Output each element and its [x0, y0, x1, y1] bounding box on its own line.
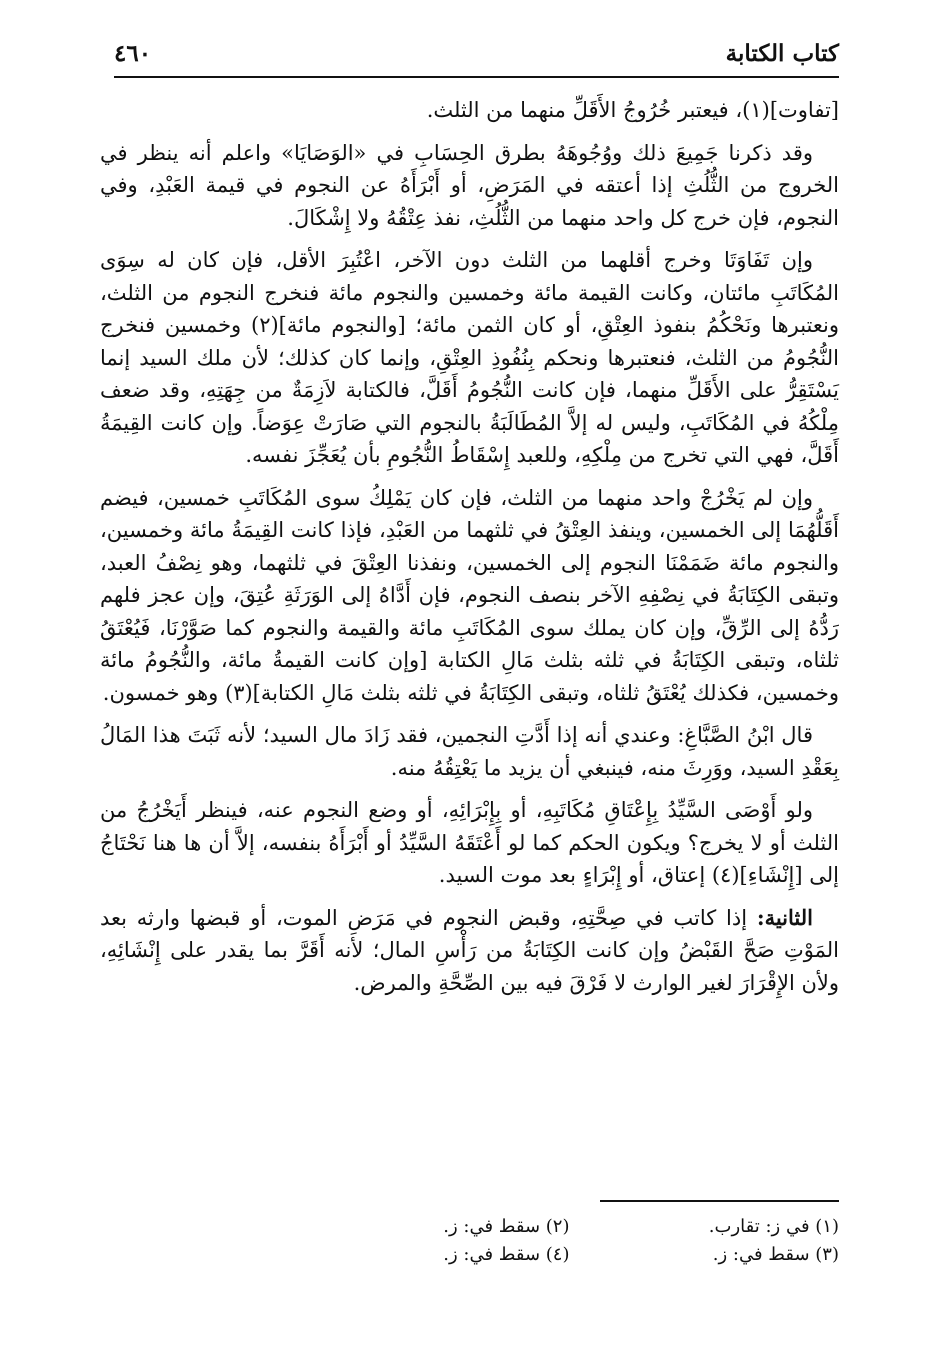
footnotes: [300, 1213, 839, 1269]
paragraph: وإن تَفَاوَتَا وخرج أقلهما من الثلث دون الآخر، اعْتُبِرَ الأقل، فإن كان له سِوَى المُكَاتَبِ مائتان، وكانت القيمة مائة وخمسين والنجوم مائة فنخرج النجوم من الثلث، ونعتبرها ونَحْكُمُ بنفوذ العِتْقِ، أو كان الثمن مائة؛ [والنجوم مائة](٢) وخمسين فنخرج النُّجُومُ من الثلث، فنعتبرها ونحكم بِنُفُوذِ العِتْقِ، وإنما كان كذلك؛ لأن ملك السيد إنما يَسْتَقِرُّ على الأَقَلِّ منهما، فإن كانت النُّجُومُ أَقَلَّ، فالكتابة لاَزِمَةٌ من جِهَتِهِ، وقد ضعف مِلْكُهُ في المُكَاتَبِ، وليس له إلاَّ المُطَالَبَةُ بالنجوم التي صَارَتْ عِوَضاً. وإن كانت القِيمَةُ أَقَلَّ، فهي التي تخرج من مِلْكِهِ، وللعبد إِسْقَاطُ النُّجُومِ بأن يُعَجِّزَ نفسه.: [100, 248, 839, 467]
paragraph: قال ابْنُ الصَّبَّاغِ: وعندي أنه إذا أَدَّتِ النجمين، فقد زَادَ مال السيد؛ لأنه ثَبَتَ هذا المَالُ بِعَقْدِ السيد، ووَرِثَ منه، فينبغي أن يزيد ما يَعْتِقُهُ منه.: [100, 723, 839, 780]
footnote-4: (٤) سقط في: ز.: [443, 1244, 570, 1265]
page-number: ٤٦٠: [114, 40, 152, 67]
footnote-2: (٢) سقط في: ز.: [443, 1216, 570, 1237]
footnote-1: (١) في ز: تقارب.: [708, 1216, 839, 1237]
paragraph: [تفاوت](١)، فيعتبر خُرُوجُ الأَقَلِّ منهما من الثلث.: [426, 98, 839, 122]
paragraph: ولو أَوْصَى السَّيِّدُ بِإِعْتَاقِ مُكَاتَبِهِ، أو بِإِبْرَائِهِ، أو وضع النجوم عنه، فينظر أَيَخْرُجُ من الثلث أو لا يخرج؟ ويكون الحكم كما لو أَعْتَقَهُ السَّيِّدُ أو أَبْرَأَهُ بنفسه، إلاَّ أن ها هنا نَحْتَاجُ إلى [إِنْشَاءِ](٤) إعتاق، أو إِبْرَاءٍ بعد موت السيد.: [100, 798, 839, 887]
paragraph-second-issue: [100, 902, 839, 1000]
paragraph: وإن لم يَخْرُجْ واحد منهما من الثلث، فإن كان يَمْلِكُ سوى المُكَاتَبِ خمسين، فيضم أَقَلُّهُمَا إلى الخمسين، وينفذ العِتْقُ في ثلثهما من العَبْدِ، فإذا كانت القِيمَةُ مائة وخمسين، والنجوم مائة ضَمَمْنَا النجوم إلى الخمسين، ونفذنا العِتْقَ في ثلثهما، وهو نِصْفُ العبد، وتبقى الكِتَابَةُ في نِصْفِهِ الآخر بنصف النجوم، فإن أَدَّاهُ إلى الوَرَثَةِ عُتِقَ، وإن عجز فلهم رَدُّهُ إلى الرِّقِّ، وإن كان يملك سوى المُكَاتَبِ مائة والقيمة والنجوم كما صَوَّرْنَا، فَيُعْتَقُ ثلثاه، وتبقى الكِتَابَةُ في ثلثه بثلث مَالِ الكتابة [وإن كانت القيمةُ مائة، والنُّجُومُ مائة وخمسين، فكذلك يُعْتَقُ ثلثاه، وتبقى الكِتَابَةُ في ثلثه بثلث مَالِ الكتابة](٣) وهو خمسون.: [100, 485, 839, 705]
page-header: [114, 36, 839, 72]
running-title: كتاب الكتابة: [725, 40, 839, 67]
footnote-divider: [600, 1200, 839, 1202]
issue-text: إذا كاتب في صِحَّتِهِ، وقبض النجوم في مَرَضِ الموت، أو قبضها وارثه بعد المَوْتِ صَحَّ القَبْضُ وإن كانت الكِتَابَةُ من رَأْسِ المال؛ لأنه أَقَرَّ بما يقدر على إِنْشَائِهِ، ولأن الإِقْرَارَ لغير الوارث لا فَرْقَ فيه بين الصِّحَّةِ والمرض.: [100, 905, 839, 995]
main-text: [100, 94, 839, 1009]
paragraph: وقد ذكرنا جَمِيعَ ذلك ووُجُوهَهُ بطرق الحِسَابِ في «الوَصَايَا» واعلم أنه ينظر في الخروج من الثُّلُثِ إذا أعتقه في المَرَضِ، أو أَبْرَأَهُ عن النجوم في قيمة العَبْدِ، وفي النجوم، فإن خرج كل واحد منهما من الثُّلُثِ، نفذ عِتْقُهُ ولا إِشْكَالَ.: [100, 140, 839, 230]
footnote-row: [300, 1241, 839, 1269]
footnote-row: [300, 1213, 839, 1241]
header-divider: [114, 76, 839, 78]
issue-heading: الثانية:: [756, 904, 813, 930]
footnote-3: (٣) سقط في: ز.: [712, 1244, 839, 1265]
